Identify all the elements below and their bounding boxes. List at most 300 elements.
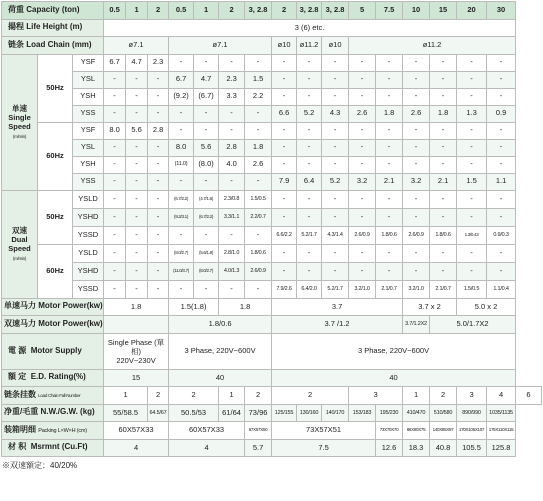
speed-value: - [430,122,457,139]
speed-value: 3.2/1.0 [403,280,430,298]
motor-power-single-row [2,298,542,316]
speed-value: 1.8/0.6 [376,226,403,244]
speed-value: 2.1/0.7 [430,280,457,298]
motor-power-value: 3.7 x 2 [403,298,457,316]
speed-value: - [126,226,148,244]
speed-value: - [219,122,245,139]
capacity-cell: 30 [487,2,516,20]
speed-value: 1.1 [487,173,516,190]
chain-size: ø10 [272,37,297,55]
speed-row [2,88,542,105]
speed-value: - [148,105,169,122]
speed-value: 6.4/2.0 [297,280,322,298]
speed-value: - [104,208,126,226]
speed-value: - [376,122,403,139]
speed-value: 8.0 [104,122,126,139]
speed-value: 5.2 [322,173,349,190]
speed-value: 5.6 [126,122,148,139]
speed-value: - [349,244,376,262]
chain-size: ø10 [322,37,349,55]
speed-value: - [169,280,194,298]
speed-value: - [403,190,430,208]
weight-value: 130/160 [297,404,322,422]
speed-value: - [430,208,457,226]
model-code: YSSD [73,280,104,298]
speed-value: - [403,88,430,105]
speed-value: - [104,190,126,208]
speed-value: 7.9 [272,173,297,190]
speed-value: 2.6 [349,105,376,122]
speed-value: 4.7 [194,71,219,88]
weight-value: 510/580 [430,404,457,422]
speed-value: 4.0/1.3 [219,262,245,280]
speed-value: 2.1 [430,173,457,190]
motor-power-value: 1.8 [219,298,272,316]
speed-value: 5.2/1.7 [322,280,349,298]
motor-power-value: 3.7 /1.2 [272,316,403,334]
weight-value: 61/64 [219,404,245,422]
speed-value: - [272,139,297,156]
speed-value: - [376,190,403,208]
volume-value: 12.6 [376,439,403,457]
speed-value: - [487,71,516,88]
speed-value: - [272,190,297,208]
life-height-label: 揚程 Life Height (m) [2,19,104,37]
motor-power-value: 1.5(1.8) [169,298,219,316]
speed-value: - [349,156,376,173]
speed-value: - [126,88,148,105]
capacity-cell: 7.5 [376,2,403,20]
speed-value: - [487,54,516,71]
speed-value: - [487,156,516,173]
speed-value: - [322,156,349,173]
speed-value: 0.9/0.3 [487,226,516,244]
speed-value: 4.3 [322,105,349,122]
speed-value: - [104,139,126,156]
model-code: YSL [73,71,104,88]
volume-value: 40.8 [430,439,457,457]
speed-value: (11.0) [169,156,194,173]
speed-row [2,280,542,298]
speed-row [2,226,542,244]
speed-value: - [126,156,148,173]
speed-value: - [487,244,516,262]
capacity-label: 荷重 Capacity (ton) [2,2,104,20]
speed-value: - [349,88,376,105]
speed-value: - [322,71,349,88]
speed-value: - [219,280,245,298]
ed-rating-row [2,369,542,387]
speed-value: - [430,244,457,262]
speed-value: - [376,208,403,226]
capacity-cell: 20 [457,2,487,20]
speed-value: 1.5 [245,71,272,88]
capacity-cell: 3, 2.8 [297,2,322,20]
speed-value: 6.7 [104,54,126,71]
speed-value: - [126,71,148,88]
model-code: YSH [73,156,104,173]
speed-value: - [272,71,297,88]
speed-value: - [487,139,516,156]
speed-value: - [457,190,487,208]
speed-value: - [297,244,322,262]
speed-value: - [126,262,148,280]
speed-value: 2.6/0.9 [245,262,272,280]
weight-value: 890/990 [457,404,487,422]
speed-value: - [272,122,297,139]
load-chain-row [2,37,542,55]
speed-value: 2.1/0.7 [376,280,403,298]
speed-value: - [219,54,245,71]
speed-value: - [219,226,245,244]
motor-power-dual-row [2,316,542,334]
volume-value: 4 [104,439,169,457]
ed-rating-value: 40 [272,369,516,387]
speed-row [2,262,542,280]
dual-speed-section [2,190,542,298]
speed-value: - [126,173,148,190]
speed-value: 2.6/0.9 [403,226,430,244]
packing-value: 73X70X70 [376,422,403,440]
speed-value: - [245,54,272,71]
speed-value: - [349,71,376,88]
speed-value: - [126,244,148,262]
speed-value: - [104,88,126,105]
motor-supply-three: 3 Phase, 220V~600V [169,333,272,369]
spec-table [1,1,542,457]
speed-value: - [376,71,403,88]
speed-row [2,156,542,173]
capacity-cell: 2 [272,2,297,20]
capacity-cell: 10 [403,2,430,20]
packing-row [2,422,542,440]
volume-value: 125.8 [487,439,516,457]
fall-number: 2 [169,387,219,405]
speed-value: - [322,262,349,280]
speed-value: - [297,156,322,173]
weight-value: 55/58.5 [104,404,148,422]
fall-number: 4 [487,387,516,405]
speed-value: - [169,173,194,190]
speed-value: - [322,244,349,262]
ed-rating-value: 40 [169,369,272,387]
speed-value: - [104,244,126,262]
speed-value: - [169,105,194,122]
speed-value: 1.5 [457,173,487,190]
speed-value: - [430,88,457,105]
speed-value: - [104,156,126,173]
speed-value: - [126,190,148,208]
speed-value: - [457,262,487,280]
speed-value: 2.8/1.0 [219,244,245,262]
speed-row [2,139,542,156]
model-code: YSHD [73,208,104,226]
speed-row [2,122,542,139]
motor-power-value [104,316,169,334]
ed-rating-label: 額 定 E.D. Rating(%) [2,369,104,387]
speed-value: 1.8/0.6 [245,244,272,262]
motor-supply-row [2,333,542,369]
speed-value: - [349,262,376,280]
speed-value: - [322,208,349,226]
packing-label: 装箱明细 Packing L×W×H (cm) [2,422,104,440]
motor-power-value: 1.8 [104,298,169,316]
speed-value: - [104,173,126,190]
speed-value: 7.9/2.6 [272,280,297,298]
speed-value: 6.7 [169,71,194,88]
model-code: YSSD [73,226,104,244]
speed-value: 3.3 [219,88,245,105]
fall-number: 2 [430,387,457,405]
speed-value: 6.4 [297,173,322,190]
motor-supply-three: 3 Phase, 220V~600V [272,333,516,369]
capacity-cell: 3, 2.8 [245,2,272,20]
frequency-label: 60Hz [38,122,73,190]
speed-row [2,54,542,71]
speed-value: (4.7/1.6) [194,190,219,208]
capacity-row [2,2,542,20]
speed-row [2,105,542,122]
capacity-cell: 2 [148,2,169,20]
speed-value: - [126,139,148,156]
model-code: YSLD [73,244,104,262]
speed-value: - [148,88,169,105]
fall-number: 6 [516,387,542,405]
speed-value: 5.6 [194,139,219,156]
speed-value: 2.8 [148,122,169,139]
speed-value: - [430,71,457,88]
speed-row [2,190,542,208]
speed-value: - [403,71,430,88]
motor-power-dual-label: 双速马力 Motor Power(kw) [2,316,104,334]
speed-value: 2.2/0.7 [245,208,272,226]
life-height-row [2,19,542,37]
motor-power-single-label: 单速马力 Motor Power(kw) [2,298,104,316]
speed-value: - [349,122,376,139]
motor-power-value: 3.7 [272,298,403,316]
speed-value: - [104,226,126,244]
speed-value: - [376,156,403,173]
speed-value: - [376,262,403,280]
packing-value: 60X57X33 [104,422,169,440]
speed-value: - [376,139,403,156]
speed-value: - [457,122,487,139]
speed-value: - [148,262,169,280]
speed-value: 4.0 [219,156,245,173]
speed-value: - [148,156,169,173]
speed-row [2,173,542,190]
speed-value: - [219,105,245,122]
speed-value: - [487,262,516,280]
speed-value: - [376,54,403,71]
speed-value: - [457,54,487,71]
frequency-label: 60Hz [38,244,73,298]
chain-fall-label: 链条挂数 Load Chain Fall Number [2,387,104,405]
speed-value: - [126,105,148,122]
speed-value: - [297,262,322,280]
weight-value: 195/230 [376,404,403,422]
speed-value: - [104,262,126,280]
packing-value: 86X80X75 [403,422,430,440]
speed-value: - [403,262,430,280]
speed-value: 2.6 [403,105,430,122]
fall-number: 1 [104,387,148,405]
chain-size: ø7.1 [169,37,272,55]
speed-value: - [430,190,457,208]
speed-value: - [194,54,219,71]
weight-label: 净重/毛重 N.W./G.W. (kg) [2,404,104,422]
speed-value: 1.3/0.43 [457,226,487,244]
speed-value: - [487,208,516,226]
single-speed-section [2,54,542,190]
model-code: YSH [73,88,104,105]
speed-value: - [297,208,322,226]
capacity-cell: 5 [349,2,376,20]
volume-label: 材 积 Msrmnt (Cu.Ft) [2,439,104,457]
speed-value: (6.7/2.2) [169,190,194,208]
speed-value: - [148,190,169,208]
load-chain-label: 链条 Load Chain (mm) [2,37,104,55]
model-code: YSF [73,54,104,71]
speed-value: - [376,244,403,262]
volume-value: 4 [169,439,245,457]
speed-value: 1.8 [430,105,457,122]
speed-value: - [457,208,487,226]
speed-value: 2.1 [376,173,403,190]
motor-power-value: 5.0/1.7X2 [430,316,516,334]
fall-number: 2 [272,387,349,405]
speed-row [2,208,542,226]
speed-value: - [169,226,194,244]
weight-value: 64.5/67 [148,404,169,422]
speed-value: - [245,105,272,122]
speed-value: - [104,280,126,298]
speed-value: 3.3/1.1 [219,208,245,226]
speed-value: - [322,88,349,105]
speed-value: - [148,139,169,156]
speed-value: - [148,244,169,262]
speed-value: 2.2 [245,88,272,105]
speed-value: - [457,156,487,173]
speed-value: 4.7 [126,54,148,71]
speed-value: 3.2 [403,173,430,190]
speed-value: 5.2/1.7 [297,226,322,244]
speed-value: (6.7/2.2) [194,208,219,226]
weight-value: 125/155 [272,404,297,422]
speed-value: - [148,71,169,88]
chain-size: ø7.1 [104,37,169,55]
volume-value: 105.5 [457,439,487,457]
speed-value: 1.5/0.5 [457,280,487,298]
speed-value: - [272,156,297,173]
speed-value: - [148,280,169,298]
speed-value: - [430,54,457,71]
speed-value: - [403,244,430,262]
life-height-value: 3 (6) etc. [104,19,516,37]
speed-value: (5.6/1.8) [194,244,219,262]
speed-value: - [487,190,516,208]
speed-value: - [297,122,322,139]
speed-value: (9.2) [169,88,194,105]
single-speed-label: 单速 Single Speed (m/min) [2,54,38,190]
speed-value: - [403,208,430,226]
speed-value: 1.3 [457,105,487,122]
weight-value: 410/470 [403,404,430,422]
capacity-cell: 3, 2.8 [322,2,349,20]
speed-value: - [349,139,376,156]
motor-power-value: 1.8/0.6 [169,316,272,334]
speed-value: - [245,173,272,190]
speed-value: - [457,71,487,88]
speed-value: (6.7) [194,88,219,105]
speed-value: (8.0/2.7) [194,262,219,280]
speed-value: - [297,88,322,105]
volume-row [2,439,542,457]
frequency-label: 50Hz [38,54,73,122]
fall-number: 1 [219,387,245,405]
speed-value: - [126,280,148,298]
model-code: YSL [73,139,104,156]
packing-value: 60X57X33 [169,422,245,440]
model-code: YSHD [73,262,104,280]
speed-value: 4.3/1.4 [322,226,349,244]
packing-value: 73X57X51 [272,422,376,440]
speed-value: - [403,139,430,156]
speed-value: 2.6 [245,156,272,173]
packing-value: 140X85X97 [430,422,457,440]
speed-value: 8.0 [169,139,194,156]
weight-value: 153/183 [349,404,376,422]
volume-value: 5.7 [245,439,272,457]
fall-number: 2 [148,387,169,405]
speed-value: (11.0/3.7) [169,262,194,280]
speed-value: - [457,88,487,105]
speed-value: - [403,54,430,71]
speed-value: - [457,139,487,156]
speed-value: 0.9 [487,105,516,122]
footnote: ※双速額定：40/20% [2,461,78,470]
model-code: YSF [73,122,104,139]
weight-row [2,404,542,422]
fall-number: 1 [403,387,430,405]
speed-value: - [219,173,245,190]
ed-rating-value: 15 [104,369,169,387]
speed-value: (8.0/2.7) [169,244,194,262]
speed-value: 2.6/0.9 [349,226,376,244]
speed-value: - [349,190,376,208]
speed-value: (8.0) [194,156,219,173]
speed-value: - [376,88,403,105]
speed-value: - [169,54,194,71]
speed-value: - [403,122,430,139]
capacity-cell: 0.5 [104,2,126,20]
speed-value: - [148,226,169,244]
speed-value: - [322,190,349,208]
speed-value: - [322,54,349,71]
speed-value: 1.5/0.5 [245,190,272,208]
speed-value: - [194,280,219,298]
speed-value: - [457,244,487,262]
speed-value: (9.2/3.1) [169,208,194,226]
speed-value: 3.2/1.0 [349,280,376,298]
speed-value: - [194,122,219,139]
fall-number: 3 [457,387,487,405]
speed-value: - [322,139,349,156]
speed-value: - [430,156,457,173]
frequency-label: 50Hz [38,190,73,244]
speed-value: - [297,139,322,156]
weight-value: 50.5/53 [169,404,219,422]
